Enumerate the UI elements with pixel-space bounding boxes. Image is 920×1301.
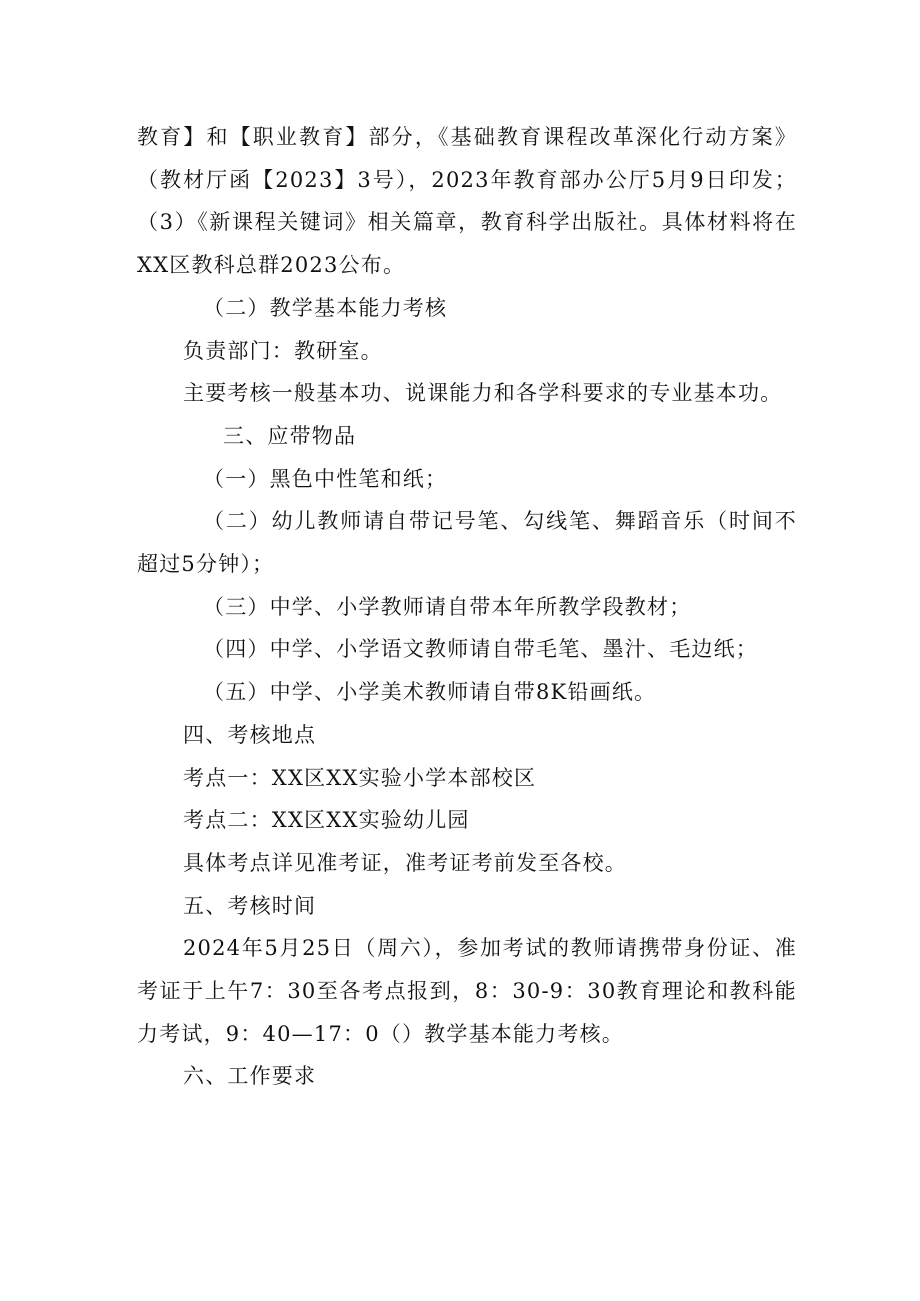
heading-teaching-ability-assessment: （二）教学基本能力考核 xyxy=(203,295,448,320)
paragraph-schedule: 2024年5月25日（周六），参加考试的教师请携带身份证、准考证于上午7：30至各考点报到，8：30-9：30教育理论和教科能力考试，9：40—17：0（）教学基本能力考核。 xyxy=(137,936,797,1046)
heading-items-to-bring: 三、应带物品 xyxy=(223,423,357,448)
list-item-drawing-paper: （五）中学、小学美术教师请自带8K铅画纸。 xyxy=(203,680,657,705)
heading-assessment-time: 五、考核时间 xyxy=(183,893,317,918)
list-item-textbooks: （三）中学、小学教师请自带本年所教学段教材； xyxy=(203,594,692,619)
paragraph-assessment-content: 主要考核一般基本功、说课能力和各学科要求的专业基本功。 xyxy=(183,381,783,406)
paragraph-exam-materials-continued: 教育】和【职业教育】部分，《基础教育课程改革深化行动方案》（教材厅函【2023】3号），2023年教育部办公厅5月9日印发；（3）《新课程关键词》相关篇章，教育科学出版社。具体材料将在XX区教科总群2023公布。 xyxy=(137,125,797,278)
heading-work-requirements: 六、工作要求 xyxy=(183,1064,317,1089)
paragraph-admission-ticket: 具体考点详见准考证，准考证考前发至各校。 xyxy=(183,850,627,875)
list-item-calligraphy-supplies: （四）中学、小学语文教师请自带毛笔、墨汁、毛边纸； xyxy=(203,637,758,662)
document-body xyxy=(137,116,797,1098)
paragraph-venue-one: 考点一：XX区XX实验小学本部校区 xyxy=(183,765,537,790)
list-item-pen-and-paper: （一）黑色中性笔和纸； xyxy=(203,466,448,491)
list-item-kindergarten-supplies: （二）幼儿教师请自带记号笔、勾线笔、舞蹈音乐（时间不超过5分钟）； xyxy=(137,509,797,577)
paragraph-venue-two: 考点二：XX区XX实验幼儿园 xyxy=(183,808,470,833)
heading-assessment-location: 四、考核地点 xyxy=(183,722,317,747)
paragraph-responsible-department: 负责部门：教研室。 xyxy=(183,338,383,363)
